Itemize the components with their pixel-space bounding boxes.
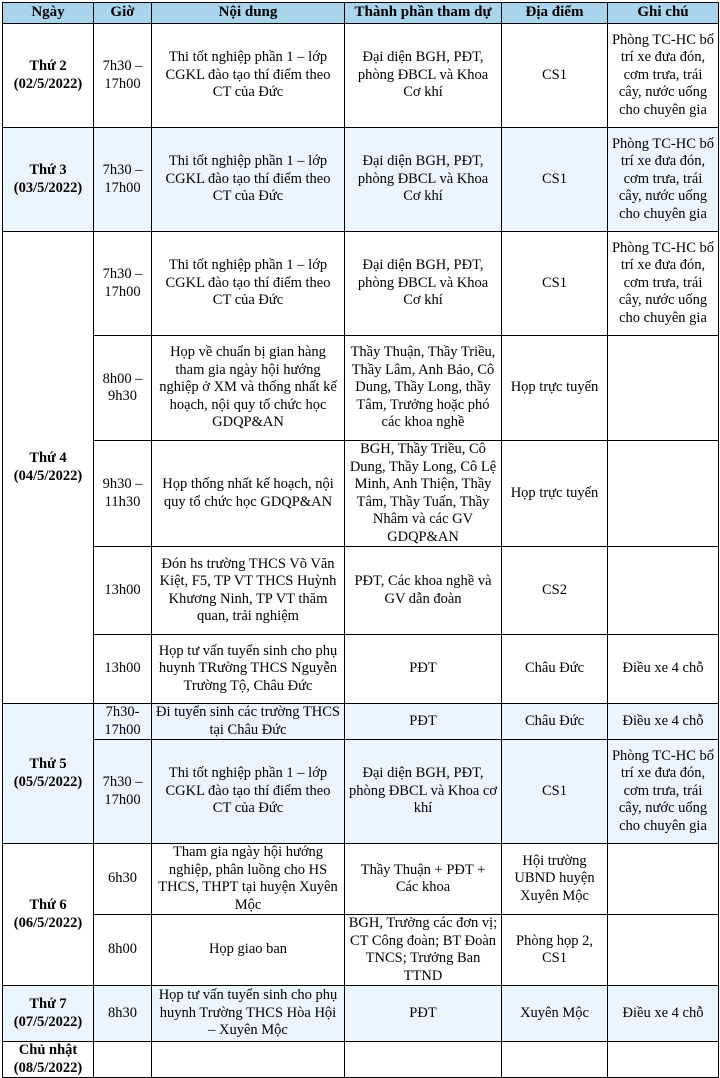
- day-name: Thứ 6: [29, 897, 67, 913]
- day-cell: [3, 24, 94, 128]
- time-cell: 7h30 – 17h00: [94, 128, 152, 232]
- location-cell: Xuyên Mộc: [502, 986, 608, 1042]
- day-date: (03/5/2022): [13, 179, 83, 196]
- participants-cell: PĐT: [345, 635, 502, 704]
- note-cell: Phòng TC-HC bố trí xe đưa đón, cơm trưa, trái cây, nước uống cho chuyên gia: [608, 24, 719, 128]
- time-cell: [94, 1042, 152, 1078]
- content-cell: Thi tốt nghiệp phần 1 – lớp CGKL đào tạo thí điểm theo CT của Đức: [152, 740, 345, 844]
- location-cell: CS1: [502, 740, 608, 844]
- location-cell: Họp trực tuyến: [502, 441, 608, 547]
- content-cell: Họp tư vấn tuyển sinh cho phụ huynh TRường THCS Nguyễn Trường Tộ, Châu Đức: [152, 635, 345, 704]
- schedule-row: [3, 704, 719, 740]
- note-cell: Điều xe 4 chỗ: [608, 986, 719, 1042]
- content-cell: Họp giao ban: [152, 915, 345, 986]
- schedule-row: [3, 232, 719, 336]
- note-cell: [608, 441, 719, 547]
- time-cell: 7h30- 17h00: [94, 704, 152, 740]
- content-cell: Đón hs trường THCS Võ Văn Kiệt, F5, TP VT THCS Huỳnh Khương Ninh, TP VT thăm quan, trải nghiệm: [152, 547, 345, 635]
- time-cell: 13h00: [94, 547, 152, 635]
- participants-cell: Đại diện BGH, PĐT, phòng ĐBCL và Khoa Cơ khí: [345, 24, 502, 128]
- day-name: Thứ 2: [29, 58, 67, 74]
- time-cell: 7h30 – 17h00: [94, 232, 152, 336]
- content-cell: Tham gia ngày hội hướng nghiệp, phân luồng cho HS THCS, THPT tại huyện Xuyên Mộc: [152, 844, 345, 915]
- time-cell: 8h00: [94, 915, 152, 986]
- schedule-row: [3, 986, 719, 1042]
- schedule-row: [3, 441, 719, 547]
- schedule-row: [3, 740, 719, 844]
- time-cell: 8h00 – 9h30: [94, 336, 152, 441]
- header-note: Ghi chú: [608, 3, 719, 24]
- participants-cell: Đại diện BGH, PĐT, phòng ĐBCL và Khoa cơ khí: [345, 740, 502, 844]
- content-cell: Họp về chuẩn bị gian hàng tham gia ngày hội hướng nghiệp ở XM và thống nhất kế hoạch, nội quy tổ chức học GDQP&AN: [152, 336, 345, 441]
- time-cell: 7h30 – 17h00: [94, 24, 152, 128]
- content-cell: Đi tuyển sinh các trường THCS tại Châu Đức: [152, 704, 345, 740]
- note-cell: Điều xe 4 chỗ: [608, 704, 719, 740]
- day-name: Thứ 3: [29, 162, 67, 178]
- note-cell: Phòng TC-HC bố trí xe đưa đón, cơm trưa, trái cây, nước uống cho chuyên gia: [608, 128, 719, 232]
- note-cell: Phòng TC-HC bố trí xe đưa đón, cơm trưa, trái cây, nước uống cho chuyên gia: [608, 740, 719, 844]
- location-cell: Phòng họp 2, CS1: [502, 915, 608, 986]
- header-row: [3, 3, 719, 24]
- schedule-row: [3, 547, 719, 635]
- time-cell: 6h30: [94, 844, 152, 915]
- location-cell: CS1: [502, 232, 608, 336]
- time-cell: 9h30 – 11h30: [94, 441, 152, 547]
- participants-cell: BGH, Thầy Triều, Cô Dung, Thầy Long, Cô Lệ Minh, Anh Thiện, Thầy Tâm, Thầy Tuấn, Thầy Nhâm và các GV GDQP&AN: [345, 441, 502, 547]
- schedule-row: [3, 336, 719, 441]
- content-cell: Thi tốt nghiệp phần 1 – lớp CGKL đào tạo thí điểm theo CT của Đức: [152, 128, 345, 232]
- note-cell: [608, 915, 719, 986]
- day-name: Thứ 7: [29, 996, 67, 1012]
- note-cell: [608, 547, 719, 635]
- participants-cell: PĐT, Các khoa nghề và GV dẫn đoàn: [345, 547, 502, 635]
- location-cell: [502, 1042, 608, 1078]
- schedule-row: [3, 844, 719, 915]
- header-participants: Thành phần tham dự: [345, 3, 502, 24]
- location-cell: Họp trực tuyến: [502, 336, 608, 441]
- content-cell: Thi tốt nghiệp phần 1 – lớp CGKL đào tạo thí điểm theo CT của Đức: [152, 24, 345, 128]
- participants-cell: BGH, Trưởng các đơn vị; CT Công đoàn; BT Đoàn TNCS; Trưởng Ban TTND: [345, 915, 502, 986]
- time-cell: 13h00: [94, 635, 152, 704]
- day-cell: [3, 986, 94, 1042]
- note-cell: Điều xe 4 chỗ: [608, 635, 719, 704]
- header-time: Giờ: [94, 3, 152, 24]
- day-name: Thứ 5: [29, 756, 67, 772]
- day-cell: [3, 128, 94, 232]
- schedule-table: [2, 2, 719, 1078]
- schedule-row: [3, 915, 719, 986]
- location-cell: Châu Đức: [502, 704, 608, 740]
- day-cell: [3, 232, 94, 704]
- day-date: (04/5/2022): [13, 467, 83, 484]
- content-cell: Họp thống nhất kế hoạch, nội quy tổ chức học GDQP&AN: [152, 441, 345, 547]
- day-date: (08/5/2022): [13, 1059, 83, 1076]
- content-cell: [152, 1042, 345, 1078]
- time-cell: 7h30 – 17h00: [94, 740, 152, 844]
- schedule-body: [3, 24, 719, 1078]
- location-cell: Châu Đức: [502, 635, 608, 704]
- schedule-row: [3, 24, 719, 128]
- location-cell: CS2: [502, 547, 608, 635]
- day-name: Thứ 4: [29, 450, 67, 466]
- participants-cell: [345, 1042, 502, 1078]
- day-date: (05/5/2022): [13, 773, 83, 790]
- participants-cell: PĐT: [345, 704, 502, 740]
- content-cell: Thi tốt nghiệp phần 1 – lớp CGKL đào tạo thí điểm theo CT của Đức: [152, 232, 345, 336]
- header-location: Địa điểm: [502, 3, 608, 24]
- note-cell: Phòng TC-HC bố trí xe đưa đón, cơm trưa, trái cây, nước uống cho chuyên gia: [608, 232, 719, 336]
- content-cell: Họp tư vấn tuyển sinh cho phụ huynh Trường THCS Hòa Hội – Xuyên Mộc: [152, 986, 345, 1042]
- schedule-row: [3, 635, 719, 704]
- note-cell: [608, 336, 719, 441]
- participants-cell: Thầy Thuận, Thầy Triều, Thầy Lâm, Anh Bảo, Cô Dung, Thầy Long, thầy Tâm, Trưởng hoặc phó các khoa nghề: [345, 336, 502, 441]
- location-cell: Hội trường UBND huyện Xuyên Mộc: [502, 844, 608, 915]
- location-cell: CS1: [502, 24, 608, 128]
- participants-cell: Thầy Thuận + PĐT + Các khoa: [345, 844, 502, 915]
- note-cell: [608, 1042, 719, 1078]
- time-cell: 8h30: [94, 986, 152, 1042]
- participants-cell: Đại diện BGH, PĐT, phòng ĐBCL và Khoa Cơ khí: [345, 232, 502, 336]
- day-cell: [3, 704, 94, 844]
- day-date: (02/5/2022): [13, 75, 83, 92]
- schedule-row: [3, 1042, 719, 1078]
- header-content: Nội dung: [152, 3, 345, 24]
- day-date: (06/5/2022): [13, 914, 83, 931]
- day-cell: [3, 1042, 94, 1078]
- day-cell: [3, 844, 94, 986]
- participants-cell: Đại diện BGH, PĐT, phòng ĐBCL và Khoa Cơ khí: [345, 128, 502, 232]
- note-cell: [608, 844, 719, 915]
- schedule-row: [3, 128, 719, 232]
- day-name: Chủ nhật: [18, 1042, 78, 1058]
- day-date: (07/5/2022): [13, 1013, 83, 1030]
- header-day: Ngày: [3, 3, 94, 24]
- participants-cell: PĐT: [345, 986, 502, 1042]
- location-cell: CS1: [502, 128, 608, 232]
